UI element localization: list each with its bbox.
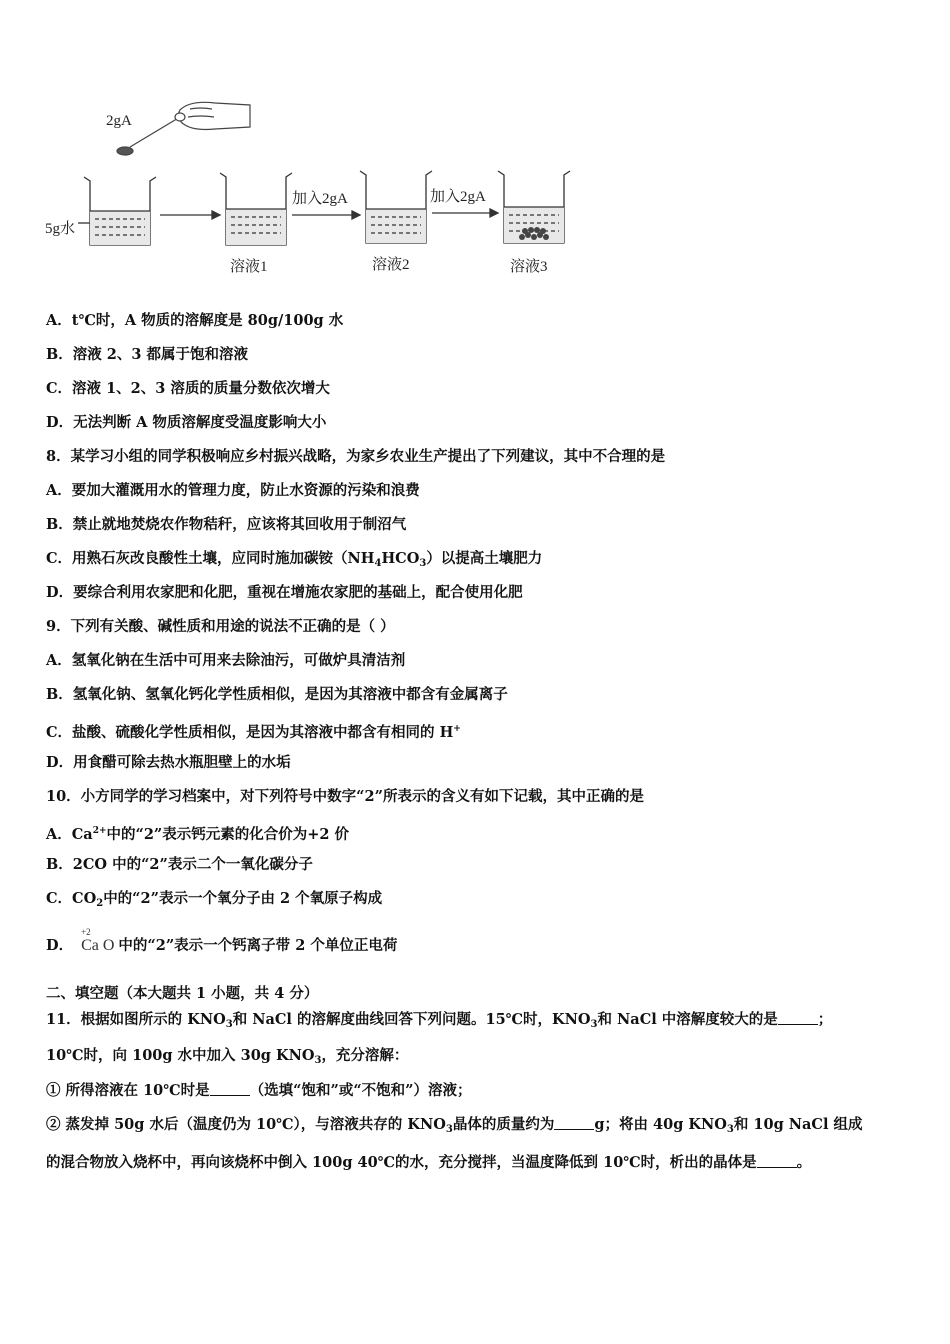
q9-option-a: A．氢氧化钠在生活中可用来去除油污，可做炉具清洁剂 (46, 652, 406, 669)
q11-line-1: 11．根据如图所示的 $KNO_3$和 NaCl 的溶解度曲线回答下列问题。15℃时，$KNO_3$和 NaCl 中溶解度较大的是 ； (46, 1011, 833, 1030)
blank-1[interactable] (778, 1012, 818, 1025)
dissolution-figure (40, 95, 580, 285)
q8-option-d: D．要综合利用农家肥和化肥，重视在增施农家肥的基础上，配合使用化肥 (46, 584, 523, 601)
beaker-solution-3 (498, 171, 570, 243)
q10-option-d: D． +2 Ca O 中的“2”表示一个钙离子带 2 个单位正电荷 (46, 927, 398, 954)
cao-formula: +2 Ca O (81, 927, 115, 954)
add-label-1: 加入2gA (292, 191, 348, 207)
add-label-2: 加入2gA (430, 189, 486, 205)
arrow-2-icon (292, 211, 360, 219)
blank-4[interactable] (757, 1155, 797, 1168)
q11-line-2: 10℃时，向 100g 水中加入 30g $KNO_3$，充分溶解： (46, 1047, 409, 1066)
q9-stem: 9．下列有关酸、碱性质和用途的说法不正确的是（ ） (46, 618, 395, 635)
section-2-title: 二、填空题（本大题共 1 小题，共 4 分） (46, 985, 319, 1002)
solute-label: 2gA (106, 113, 132, 129)
q7-option-c: C．溶液 1、2、3 溶质的质量分数依次增大 (46, 380, 330, 397)
q9-option-c: C．盐酸、硫酸化学性质相似，是因为其溶液中都含有相同的 H+ (46, 724, 461, 741)
q9-option-d: D．用食醋可除去热水瓶胆壁上的水垢 (46, 754, 291, 771)
q11-line-5: 的混合物放入烧杯中，再向该烧杯中倒入 100g 40℃的水，充分搅拌，当温度降低到 10℃时，析出的晶体是 。 (46, 1154, 812, 1171)
q10-option-c: C．$CO_2$中的“2”表示一个氧分子由 2 个氧原子构成 (46, 890, 383, 909)
solution-1-label: 溶液1 (230, 259, 268, 275)
arrow-3-icon (432, 209, 498, 217)
solution-2-label: 溶液2 (372, 257, 410, 273)
q9-option-b: B．氢氧化钠、氢氧化钙化学性质相似，是因为其溶液中都含有金属离子 (46, 686, 508, 703)
arrow-1-icon (160, 211, 220, 219)
water-label: 5g水 (45, 221, 76, 237)
blank-2[interactable] (210, 1083, 250, 1096)
q10-option-a: A．$Ca^{2+}$中的“2”表示钙元素的化合价为+2 价 (46, 826, 350, 843)
q8-option-b: B．禁止就地焚烧农作物秸秆，应该将其回收用于制沼气 (46, 516, 407, 533)
hand-spoon-icon (117, 102, 250, 155)
q11-line-4: ② 蒸发掉 50g 水后（温度仍为 10℃），与溶液共存的 $KNO_3$晶体的质量约为 g；将由 40g $KNO_3$和 10g NaCl 组成 (46, 1116, 863, 1135)
q10-option-b: B．2CO 中的“2”表示二个一氧化碳分子 (46, 856, 313, 873)
beaker-solution-1 (220, 173, 292, 245)
q11-line-3: ① 所得溶液在 10℃时是 （选填“饱和”或“不饱和”）溶液； (46, 1082, 472, 1099)
q10-stem: 10．小方同学的学习档案中，对下列符号中数字“2”所表示的含义有如下记载，其中正确的是 (46, 788, 644, 805)
q8-stem: 8．某学习小组的同学积极响应乡村振兴战略，为家乡农业生产提出了下列建议，其中不合理的是 (46, 448, 666, 465)
beaker-water (78, 177, 156, 245)
q7-option-a: A．t℃时，A 物质的溶解度是 80g/100g 水 (46, 312, 344, 329)
beaker-solution-2 (360, 171, 432, 243)
q8-option-a: A．要加大灌溉用水的管理力度，防止水资源的污染和浪费 (46, 482, 420, 499)
blank-3[interactable] (554, 1117, 594, 1130)
solution-3-label: 溶液3 (510, 259, 548, 275)
q7-option-b: B．溶液 2、3 都属于饱和溶液 (46, 346, 249, 363)
q8-option-c: C．用熟石灰改良酸性土壤，应同时施加碳铵$(NH_4HCO_3)$以提高土壤肥力 (46, 550, 543, 569)
q7-option-d: D．无法判断 A 物质溶解度受温度影响大小 (46, 414, 327, 431)
